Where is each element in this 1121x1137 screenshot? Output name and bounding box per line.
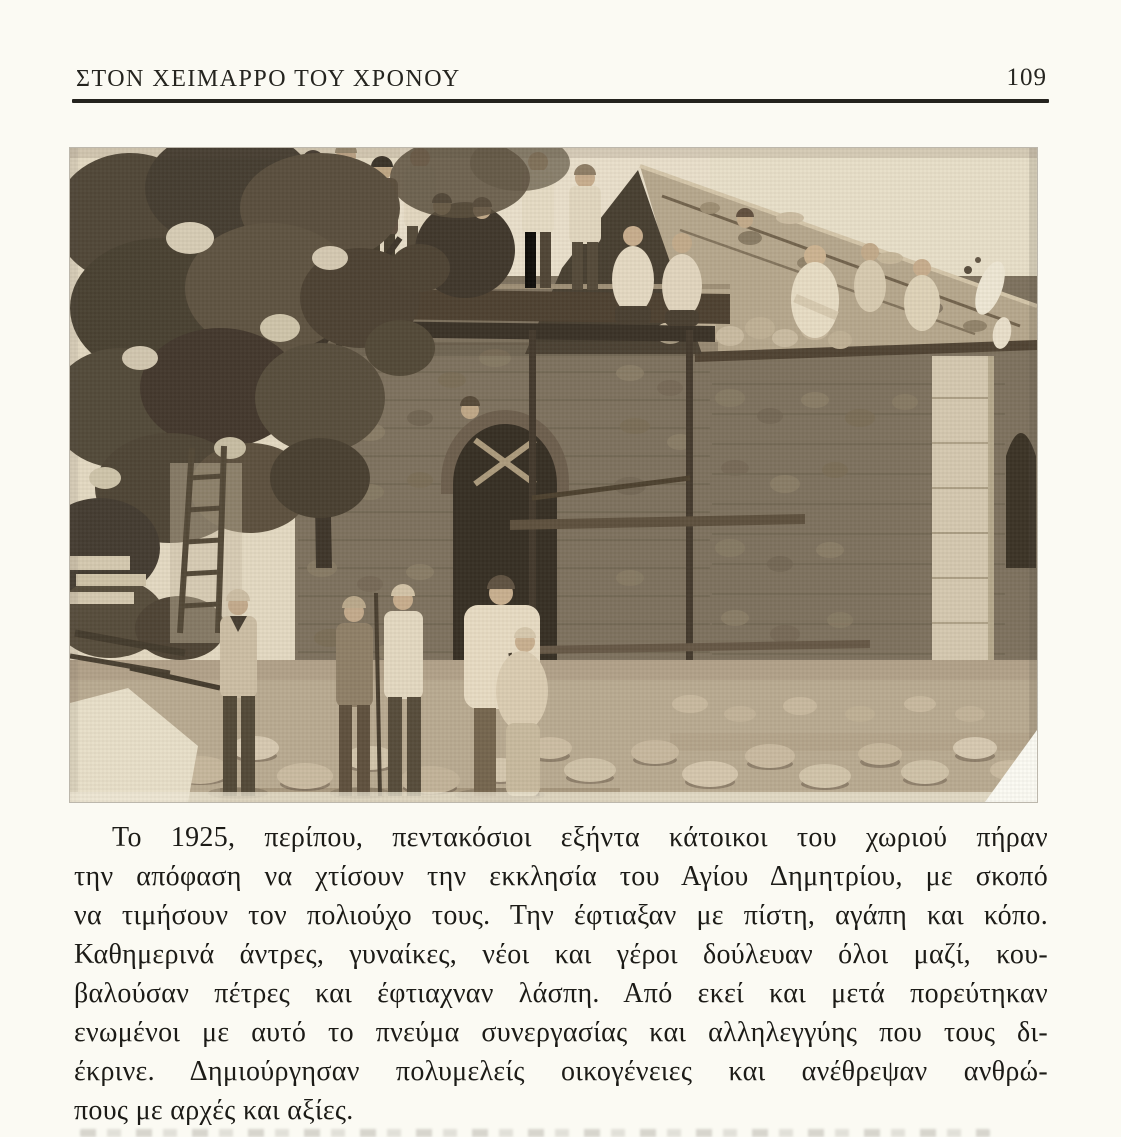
body-paragraph	[74, 818, 1048, 1130]
photo-illustration	[70, 148, 1037, 802]
body-line: να τιμήσουν τον πολιούχο τους. Την έφτιαξαν με πίστη, αγάπη και κόπο.	[74, 900, 1048, 931]
photo-vignette	[70, 148, 1037, 802]
body-line: Καθημερινά άντρες, γυναίκες, νέοι και γέροι δούλευαν όλοι μαζί, κου-	[74, 939, 1048, 970]
body-line: βαλούσαν πέτρες και έφτιαχναν λάσπη. Από εκεί και μετά πορεύτηκαν	[74, 978, 1048, 1009]
body-line: Το 1925, περίπου, πεντακόσιοι εξήντα κάτοικοι του χωριού πήραν	[112, 822, 1048, 853]
church-construction-photo	[70, 148, 1037, 802]
body-line: την απόφαση να χτίσουν την εκκλησία του Αγίου Δημητρίου, με σκοπό	[74, 861, 1048, 892]
body-line: πους με αρχές και αξίες.	[74, 1095, 354, 1126]
partial-next-line	[80, 1129, 990, 1137]
page-number: 109	[1006, 64, 1047, 91]
running-title: ΣΤΟΝ ΧΕΙΜΑΡΡΟ ΤΟΥ ΧΡΟΝΟΥ	[76, 66, 461, 92]
body-line: ενωμένοι με αυτό το πνεύμα συνεργασίας και αλληλεγγύης που τους δι-	[74, 1017, 1048, 1048]
body-line: έκρινε. Δημιούργησαν πολυμελείς οικογένειες και ανέθρεψαν ανθρώ-	[74, 1056, 1048, 1087]
header-rule	[72, 99, 1049, 103]
